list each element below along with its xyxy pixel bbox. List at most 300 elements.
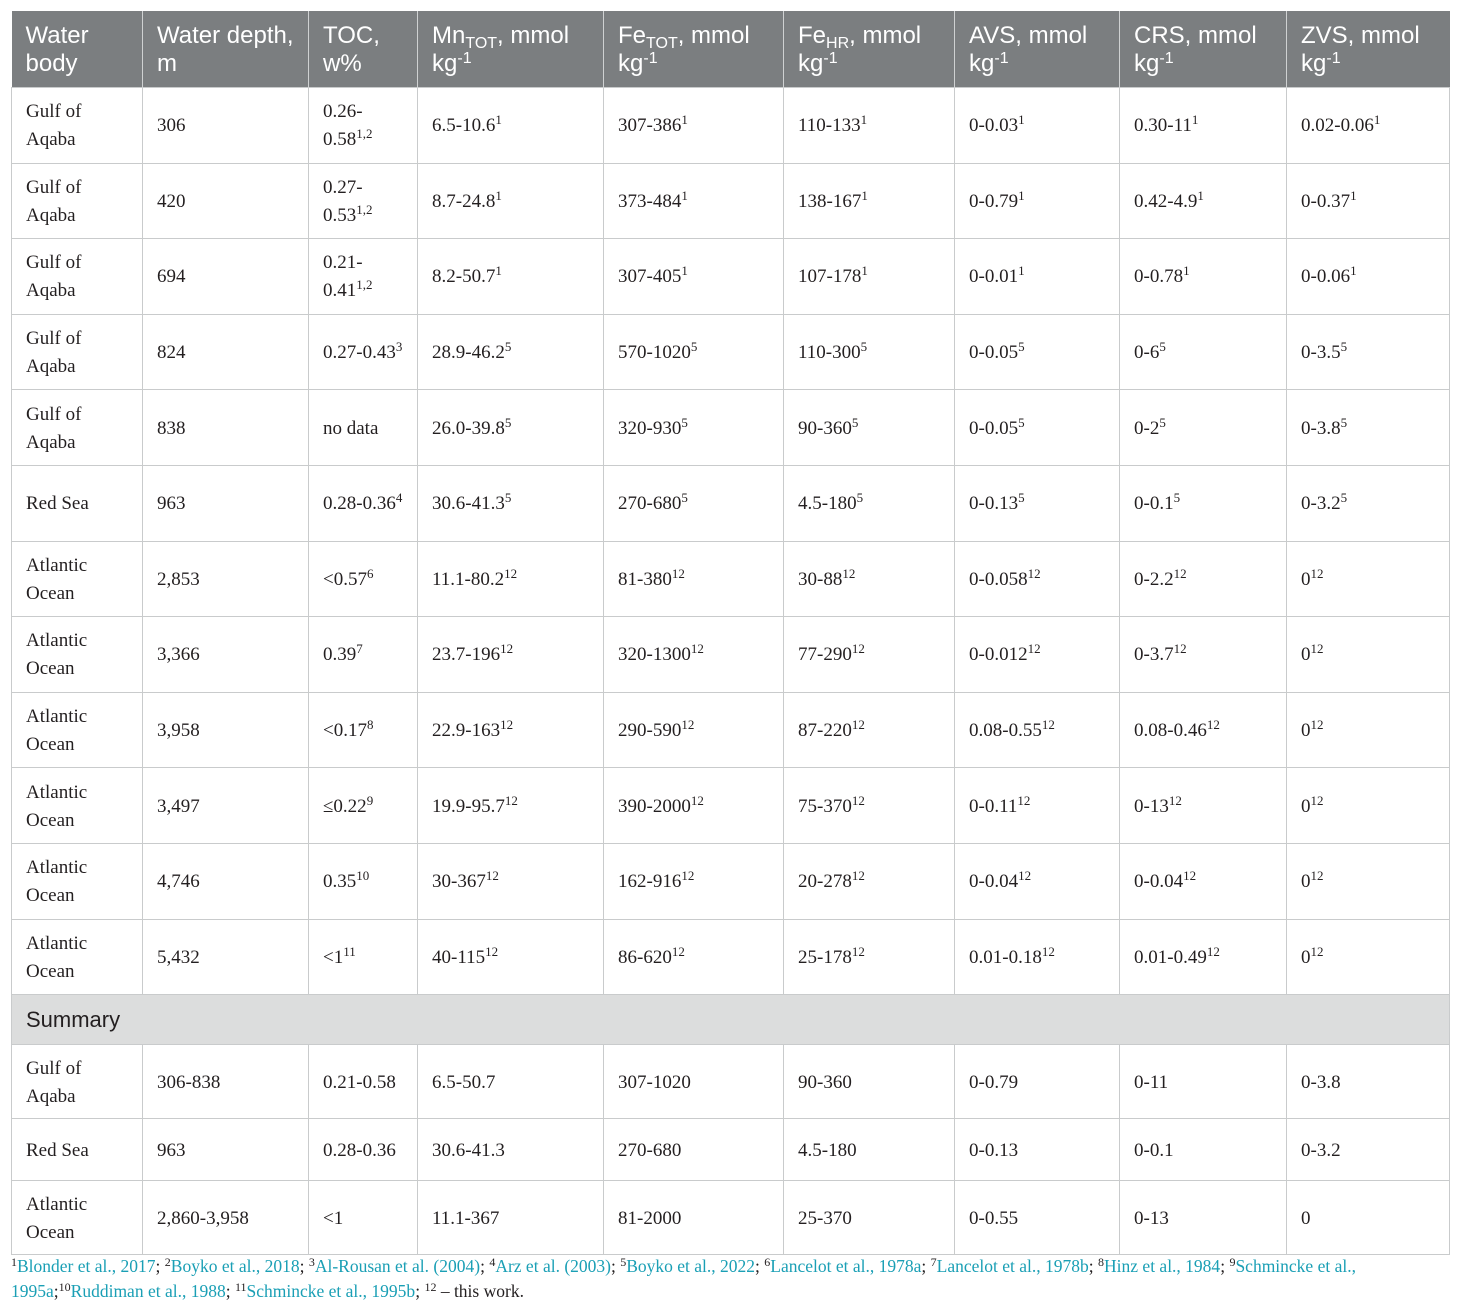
cell-value: 0.28-0.36 <box>323 493 396 515</box>
cell-value: 11.1-80.2 <box>432 568 505 590</box>
table-cell <box>12 692 143 768</box>
summary-row <box>12 1119 1450 1181</box>
column-header-label: Mn <box>432 22 466 49</box>
table-cell <box>784 314 955 390</box>
cell-reference: 12 <box>500 717 514 733</box>
table-cell <box>12 465 143 541</box>
table-cell <box>1287 919 1450 995</box>
table-cell <box>418 163 604 239</box>
table-cell <box>12 88 143 164</box>
cell-value: 0.21-0.41 <box>323 252 363 302</box>
cell-value: Gulf of Aqaba <box>26 328 82 378</box>
table-cell <box>784 692 955 768</box>
footnote-separator: ; <box>415 1281 425 1301</box>
cell-reference: 12 <box>1206 717 1220 733</box>
table-cell <box>143 88 309 164</box>
table-cell <box>418 617 604 693</box>
cell-value: 77-290 <box>798 644 852 666</box>
cell-value: 107-178 <box>798 266 862 288</box>
table-cell <box>309 465 418 541</box>
cell-value: 0 <box>1301 644 1311 666</box>
cell-value: 25-178 <box>798 946 852 968</box>
table-cell <box>604 843 784 919</box>
table-cell <box>418 239 604 315</box>
table-cell <box>309 314 418 390</box>
table-cell <box>1120 314 1287 390</box>
table-cell <box>418 843 604 919</box>
column-header-unit: , mmol kg <box>798 22 922 77</box>
table-cell <box>309 617 418 693</box>
table-cell <box>604 919 784 995</box>
cell-reference: 7 <box>356 641 363 657</box>
cell-value: 0-0.058 <box>969 568 1028 590</box>
cell-reference: 5 <box>1340 490 1348 506</box>
table-cell <box>1287 617 1450 693</box>
footnote-reference-link[interactable]: Ruddiman et al., 1988 <box>70 1281 226 1301</box>
cell-value: 0-13 <box>1134 795 1169 817</box>
column-header-unit: , mmol kg <box>432 22 570 77</box>
cell-value: 81-380 <box>618 568 672 590</box>
table-cell <box>1120 239 1287 315</box>
cell-reference: 12 <box>1310 641 1324 657</box>
column-header-label: TOC, w% <box>323 22 380 77</box>
cell-value: 0 <box>1301 795 1311 817</box>
table-cell <box>1287 239 1450 315</box>
footnote-reference-link[interactable]: Arz et al. (2003) <box>495 1256 611 1276</box>
summary-cell: 0-0.79 <box>955 1045 1120 1119</box>
column-header <box>309 11 418 88</box>
column-header-subscript: HR <box>826 35 850 52</box>
cell-value: 0.08-0.46 <box>1134 720 1207 742</box>
cell-value: 270-680 <box>618 493 682 515</box>
summary-cell: 0-0.1 <box>1120 1119 1287 1181</box>
table-cell <box>955 465 1120 541</box>
table-cell <box>784 465 955 541</box>
table-cell <box>1287 541 1450 617</box>
cell-value: 0.35 <box>323 871 357 893</box>
table-cell <box>309 541 418 617</box>
footnote-reference-link[interactable]: Lancelot et al., 1978a <box>770 1256 922 1276</box>
cell-value: 4.5-180 <box>798 493 857 515</box>
cell-value: 0 <box>1301 946 1311 968</box>
table-row <box>12 919 1450 995</box>
table-cell <box>418 692 604 768</box>
cell-value: no data <box>323 417 379 439</box>
summary-cell: 0-0.55 <box>955 1181 1120 1255</box>
cell-reference: 5 <box>1018 414 1025 430</box>
footnote-separator: ; <box>1220 1256 1230 1276</box>
cell-reference: 4 <box>395 490 403 506</box>
table-cell <box>604 541 784 617</box>
table-cell <box>143 919 309 995</box>
cell-reference: 12 <box>1027 565 1041 581</box>
cell-value: 30.6-41.3 <box>432 493 505 515</box>
cell-value: 290-590 <box>618 720 682 742</box>
cell-value: 963 <box>157 493 186 515</box>
cell-reference: 5 <box>1018 490 1025 506</box>
cell-reference: 12 <box>1310 868 1324 884</box>
cell-value: Atlantic Ocean <box>26 630 88 680</box>
table-cell <box>309 692 418 768</box>
cell-value: 0 <box>1301 871 1311 893</box>
footnote-number: 7 <box>930 1255 937 1269</box>
cell-reference: 1 <box>1183 263 1190 279</box>
cell-reference: 12 <box>485 868 499 884</box>
table-cell <box>1120 88 1287 164</box>
cell-value: 0.27-0.53 <box>323 176 363 226</box>
cell-reference: 12 <box>1310 943 1324 959</box>
table-cell <box>309 239 418 315</box>
table-cell <box>1120 465 1287 541</box>
cell-reference: 5 <box>690 339 698 355</box>
cell-value: 0-0.03 <box>969 115 1019 137</box>
column-header-label: AVS, mmol kg <box>969 22 1088 77</box>
cell-reference: 12 <box>690 641 704 657</box>
cell-reference: 5 <box>504 339 512 355</box>
footnote-reference-link[interactable]: Hinz et al., 1984 <box>1104 1256 1221 1276</box>
cell-reference: 12 <box>1173 565 1187 581</box>
table-cell <box>955 843 1120 919</box>
table-row <box>12 390 1450 466</box>
table-cell <box>604 692 784 768</box>
summary-cell: 0-3.2 <box>1287 1119 1450 1181</box>
column-header-unit: , mmol kg <box>618 22 750 77</box>
summary-cell: 0-11 <box>1120 1045 1287 1119</box>
cell-reference: 12 <box>1183 868 1197 884</box>
table-cell <box>143 390 309 466</box>
cell-reference: 1 <box>1197 187 1204 203</box>
table-cell <box>955 314 1120 390</box>
summary-cell: 11.1-367 <box>418 1181 604 1255</box>
cell-value: 390-2000 <box>618 795 691 817</box>
cell-value: 3,958 <box>157 720 200 742</box>
summary-cell: Gulf of Aqaba <box>12 1045 143 1119</box>
summary-cell: 6.5-50.7 <box>418 1045 604 1119</box>
cell-reference: 5 <box>1173 490 1181 506</box>
cell-value: 40-115 <box>432 946 486 968</box>
footnote-reference-link[interactable]: Lancelot et al., 1978b <box>936 1256 1089 1276</box>
table-cell <box>784 541 955 617</box>
cell-value: 110-133 <box>798 115 861 137</box>
cell-value: 694 <box>157 266 186 288</box>
footnote-number: 9 <box>1229 1255 1236 1269</box>
column-header-label: Fe <box>618 22 647 49</box>
cell-value: ≤0.22 <box>323 795 367 817</box>
cell-reference: 1 <box>495 263 502 279</box>
summary-cell: 4.5-180 <box>784 1119 955 1181</box>
table-cell <box>309 768 418 844</box>
cell-value: 373-484 <box>618 190 682 212</box>
cell-reference: 5 <box>504 490 512 506</box>
cell-value: 0-0.1 <box>1134 493 1174 515</box>
footnote-text: – this work. <box>436 1281 524 1301</box>
table-cell <box>604 768 784 844</box>
cell-reference: 12 <box>500 641 514 657</box>
table-cell <box>604 390 784 466</box>
table-cell <box>1287 314 1450 390</box>
table-cell <box>784 239 955 315</box>
cell-reference: 5 <box>860 339 868 355</box>
cell-value: Atlantic Ocean <box>26 706 88 756</box>
table-cell <box>604 465 784 541</box>
footnote-separator: ; <box>53 1281 59 1301</box>
cell-reference: 1 <box>681 263 688 279</box>
table-cell <box>784 843 955 919</box>
table-cell <box>418 390 604 466</box>
table-cell <box>1287 390 1450 466</box>
summary-row <box>12 1181 1450 1255</box>
table-cell <box>12 163 143 239</box>
footnote-reference-link[interactable]: Boyko et al., 2022 <box>626 1256 756 1276</box>
footnote-separator: ; <box>610 1256 621 1276</box>
cell-value: 23.7-196 <box>432 644 501 666</box>
cell-value: 0.42-4.9 <box>1134 190 1198 212</box>
cell-reference: 1 <box>1350 187 1357 203</box>
cell-value: 0-0.37 <box>1301 190 1351 212</box>
cell-reference: 12 <box>1168 792 1182 808</box>
table-cell <box>784 88 955 164</box>
table-cell <box>784 768 955 844</box>
cell-reference: 12 <box>851 868 865 884</box>
cell-value: 824 <box>157 342 186 364</box>
summary-cell: 0.28-0.36 <box>309 1119 418 1181</box>
cell-reference: 12 <box>681 717 695 733</box>
table-cell <box>955 390 1120 466</box>
table-cell <box>143 314 309 390</box>
column-header-label: Water depth, m <box>157 22 294 77</box>
cell-value: 0.27-0.43 <box>323 342 396 364</box>
table-cell <box>143 239 309 315</box>
cell-reference: 12 <box>1206 943 1220 959</box>
cell-value: 0-0.78 <box>1134 266 1184 288</box>
table-row <box>12 239 1450 315</box>
cell-reference: 5 <box>1159 414 1166 430</box>
summary-cell: 0 <box>1287 1181 1450 1255</box>
cell-value: 0-3.7 <box>1134 644 1174 666</box>
cell-value: 307-386 <box>618 115 682 137</box>
table-cell <box>143 843 309 919</box>
column-header <box>143 11 309 88</box>
table-cell <box>1120 390 1287 466</box>
table-cell <box>12 768 143 844</box>
cell-reference: 12 <box>851 717 865 733</box>
cell-reference: 1 <box>1373 112 1381 128</box>
table-cell <box>418 768 604 844</box>
table-cell <box>604 314 784 390</box>
cell-reference: 5 <box>504 414 512 430</box>
footnote-separator: ; <box>921 1256 931 1276</box>
summary-cell: Atlantic Ocean <box>12 1181 143 1255</box>
table-cell <box>1120 617 1287 693</box>
table-cell <box>1120 692 1287 768</box>
cell-value: 26.0-39.8 <box>432 417 505 439</box>
table-cell <box>309 163 418 239</box>
column-header-label: CRS, mmol kg <box>1134 22 1257 77</box>
footnote-number: 8 <box>1098 1255 1105 1269</box>
table-cell <box>143 465 309 541</box>
cell-value: 0.01-0.49 <box>1134 946 1207 968</box>
cell-value: 307-405 <box>618 266 682 288</box>
footnote-number: 3 <box>308 1255 315 1269</box>
cell-reference: 12 <box>851 943 865 959</box>
cell-reference: 12 <box>690 792 704 808</box>
cell-reference: 12 <box>851 641 865 657</box>
summary-cell: 270-680 <box>604 1119 784 1181</box>
footnote-separator: ; <box>155 1256 165 1276</box>
summary-cell: 0.21-0.58 <box>309 1045 418 1119</box>
table-cell <box>309 390 418 466</box>
cell-value: Atlantic Ocean <box>26 781 88 831</box>
cell-value: 0.26-0.58 <box>323 101 363 151</box>
table-cell <box>1287 465 1450 541</box>
table-cell <box>12 239 143 315</box>
cell-value: 0.39 <box>323 644 357 666</box>
cell-value: 8.2-50.7 <box>432 266 496 288</box>
table-cell <box>955 768 1120 844</box>
cell-value: 0-0.012 <box>969 644 1028 666</box>
table-cell <box>955 163 1120 239</box>
table-row <box>12 541 1450 617</box>
cell-reference: 1 <box>495 112 502 128</box>
table-cell <box>955 239 1120 315</box>
cell-value: 838 <box>157 417 186 439</box>
cell-reference: 5 <box>1340 339 1348 355</box>
footnote-number: 11 <box>234 1280 247 1294</box>
cell-value: 320-930 <box>618 417 682 439</box>
table-cell <box>12 541 143 617</box>
cell-value: 75-370 <box>798 795 852 817</box>
cell-value: Gulf of Aqaba <box>26 252 82 302</box>
footnote-reference-link[interactable]: Al-Rousan et al. (2004) <box>314 1256 481 1276</box>
column-header-subscript: TOT <box>465 35 498 52</box>
cell-value: 0-2 <box>1134 417 1160 439</box>
cell-value: 20-278 <box>798 871 852 893</box>
cell-value: 0-0.04 <box>1134 871 1184 893</box>
footnotes <box>11 1254 1451 1304</box>
cell-reference: 1 <box>1350 263 1357 279</box>
cell-reference: 12 <box>851 792 865 808</box>
cell-value: 0-6 <box>1134 342 1160 364</box>
footnote-number: 12 <box>424 1280 437 1294</box>
footnote-number: 4 <box>489 1255 496 1269</box>
footnote-reference-link[interactable]: Schmincke et al., 1995b <box>246 1281 416 1301</box>
column-header-label: Water body <box>25 22 89 77</box>
table-cell <box>1287 88 1450 164</box>
cell-reference: 5 <box>681 414 688 430</box>
table-cell <box>955 88 1120 164</box>
table-cell <box>1120 163 1287 239</box>
column-header <box>784 11 955 88</box>
cell-reference: 9 <box>366 792 374 808</box>
footnote-number: 5 <box>620 1255 627 1269</box>
summary-cell: 81-2000 <box>604 1181 784 1255</box>
table-row <box>12 465 1450 541</box>
column-header-superscript: -1 <box>643 50 658 67</box>
table-cell <box>1120 768 1287 844</box>
table-row <box>12 163 1450 239</box>
table-row <box>12 88 1450 164</box>
cell-value: 110-300 <box>798 342 861 364</box>
table-cell <box>12 617 143 693</box>
column-header <box>1287 11 1450 88</box>
table-row <box>12 314 1450 390</box>
footnote-reference-link[interactable]: Blonder et al., 2017 <box>17 1256 156 1276</box>
table-cell <box>1287 692 1450 768</box>
cell-reference: 12 <box>504 792 518 808</box>
cell-value: 22.9-163 <box>432 720 501 742</box>
cell-value: Atlantic Ocean <box>26 857 88 907</box>
footnote-separator: ; <box>1088 1256 1099 1276</box>
cell-value: 4,746 <box>157 871 200 893</box>
cell-reference: 1 <box>1018 112 1025 128</box>
cell-reference: 12 <box>1027 641 1041 657</box>
summary-cell: 90-360 <box>784 1045 955 1119</box>
column-header-subscript: TOT <box>646 35 678 52</box>
table-cell <box>418 314 604 390</box>
table-cell <box>309 88 418 164</box>
cell-value: 0-0.13 <box>969 493 1019 515</box>
column-header-superscript: -1 <box>1326 50 1341 67</box>
footnote-separator: ; <box>755 1256 765 1276</box>
footnote-reference-link[interactable]: Boyko et al., 2018 <box>170 1256 300 1276</box>
cell-value: 138-167 <box>798 190 862 212</box>
cell-value: Gulf of Aqaba <box>26 176 82 226</box>
footnote-number: 10 <box>58 1280 71 1294</box>
summary-cell: 0-0.13 <box>955 1119 1120 1181</box>
footnote-reference-link[interactable]: Schmincke et al., 1995a <box>11 1256 1356 1301</box>
table-cell <box>309 919 418 995</box>
table-cell <box>1120 843 1287 919</box>
cell-value: 0.08-0.55 <box>969 720 1042 742</box>
cell-reference: 12 <box>504 565 518 581</box>
table-row <box>12 617 1450 693</box>
table-cell <box>309 843 418 919</box>
cell-reference: 1,2 <box>356 277 373 293</box>
cell-reference: 5 <box>681 490 688 506</box>
cell-value: 28.9-46.2 <box>432 342 505 364</box>
table-cell <box>604 88 784 164</box>
cell-value: 0.02-0.06 <box>1301 115 1374 137</box>
table-cell <box>143 617 309 693</box>
cell-value: 0-3.8 <box>1301 417 1341 439</box>
cell-value: 0 <box>1301 720 1311 742</box>
table-cell <box>418 88 604 164</box>
table-cell <box>1120 919 1287 995</box>
column-header-superscript: -1 <box>1159 50 1174 67</box>
table-row <box>12 843 1450 919</box>
cell-reference: 5 <box>1340 414 1348 430</box>
table-cell <box>1120 541 1287 617</box>
cell-reference: 12 <box>1310 792 1324 808</box>
cell-value: 3,497 <box>157 795 200 817</box>
table-cell <box>418 541 604 617</box>
column-header-superscript: -1 <box>823 50 838 67</box>
geochemistry-table <box>11 11 1450 1255</box>
cell-value: 0.30-11 <box>1134 115 1192 137</box>
cell-value: 5,432 <box>157 946 200 968</box>
table-cell <box>604 239 784 315</box>
cell-value: 8.7-24.8 <box>432 190 496 212</box>
table-cell <box>1287 163 1450 239</box>
table-cell <box>604 163 784 239</box>
summary-cell: <1 <box>309 1181 418 1255</box>
cell-value: 162-916 <box>618 871 682 893</box>
table-cell <box>12 314 143 390</box>
cell-reference: 12 <box>485 943 499 959</box>
column-header <box>12 11 143 88</box>
cell-reference: 12 <box>1017 792 1031 808</box>
table-cell <box>784 617 955 693</box>
